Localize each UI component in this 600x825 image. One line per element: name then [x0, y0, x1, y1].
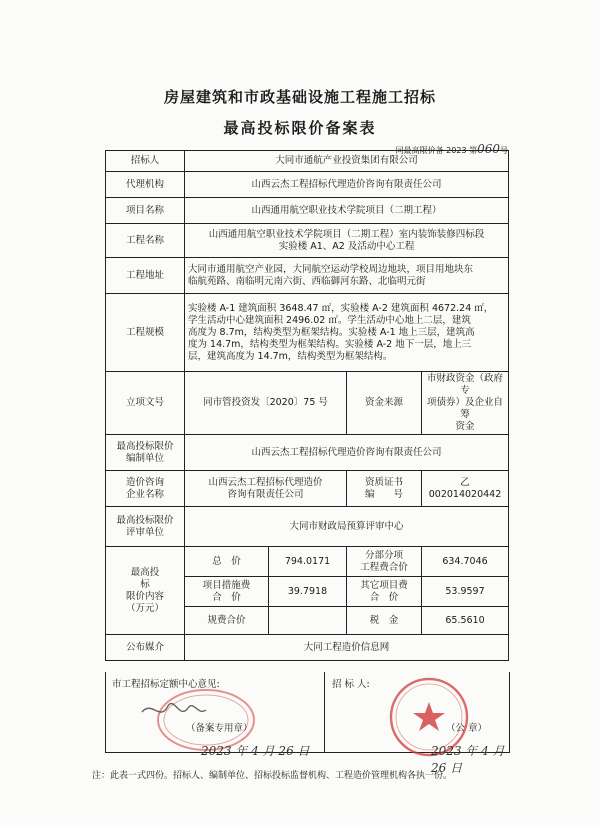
engineering-value-line2: 实验楼 A1、A2 及活动中心工程: [278, 240, 415, 252]
review-value: 大同市财政局预算评审中心: [185, 507, 509, 547]
tenderer-date: 2023 年 4 月 26 日: [431, 744, 505, 775]
table-row: [106, 151, 509, 172]
content-label: [106, 547, 185, 635]
fee-label: 规费合价: [185, 607, 269, 635]
media-label: 公布媒介: [106, 635, 185, 661]
table-row: [106, 224, 509, 258]
tenderer-value: 大同市通航产业投资集团有限公司: [185, 151, 509, 172]
tenderer-stamp-note: （公 章）: [446, 723, 488, 734]
record-suffix: 号: [500, 146, 508, 155]
approval-value: 同市管投资发〔2020〕75 号: [185, 372, 347, 435]
sub-label-line2: 工程费合价: [360, 561, 408, 573]
total-value: 794.0171: [269, 547, 347, 577]
table-row: [106, 372, 509, 435]
address-value: [185, 258, 509, 294]
scale-value: [185, 294, 509, 372]
other-label-line2: 合 价: [369, 591, 399, 603]
fund-value: [422, 372, 509, 435]
engineering-value: [185, 224, 509, 258]
compiler-label-line2: 编制单位: [125, 452, 164, 464]
approval-label: 立项文号: [106, 372, 185, 435]
sub-value: 634.7046: [422, 547, 509, 577]
fund-label: 资金来源: [347, 372, 422, 435]
consult-label-line1: 造价咨询: [125, 476, 164, 488]
scale-line: 学生活动中心建筑面积 2496.02 ㎡。学生活动中心地上二层，建筑: [188, 314, 471, 326]
other-value: 53.9597: [422, 577, 509, 607]
tenderer-signature-label: 招 标 人:: [332, 679, 370, 690]
tenderer-label: 招标人: [106, 151, 185, 172]
signature-block: [105, 672, 510, 775]
tax-label: 税 金: [347, 607, 422, 635]
scale-line: 度为 14.7m，结构类型为框架结构。实验楼 A-2 地下一层，地上三: [188, 338, 472, 350]
fee-value: [269, 607, 347, 635]
table-row: [106, 198, 509, 224]
review-label-line2: 评审单位: [125, 526, 164, 538]
measures-label: [185, 577, 269, 607]
media-value: 大同工程造价信息网: [185, 635, 509, 661]
table-row: [106, 507, 509, 547]
consult-value-line2: 咨询有限责任公司: [227, 488, 304, 500]
center-date: 2023 年 4 月 26 日: [201, 744, 310, 758]
review-label: [106, 507, 185, 547]
total-label: 总 价: [185, 547, 269, 577]
tax-value: 65.5610: [422, 607, 509, 635]
cert-value: 乙 002014020442: [422, 471, 509, 507]
measures-label-line1: 项目措施费: [202, 579, 251, 591]
table-row: [106, 635, 509, 661]
compiler-value: 山西云杰工程招标代理造价咨询有限责任公司: [185, 435, 509, 471]
center-opinion-label: 市工程招标定额中心意见:: [112, 679, 220, 690]
table-row: [106, 471, 509, 507]
document-title-line1: 房屋建筑和市政基础设施工程施工招标: [163, 88, 436, 106]
sub-label: [347, 547, 422, 577]
table-row: [106, 172, 509, 198]
fund-value-line3: 资金: [455, 421, 475, 432]
address-value-line1: 大同市通用航空产业园，大同航空运动学校周边地块，项目用地块东: [188, 263, 474, 275]
fund-value-line2: 项债券）及企业自筹: [427, 397, 504, 420]
project-value: 山西通用航空职业技术学院项目（二期工程）: [185, 198, 509, 224]
table-row: [106, 547, 509, 577]
document-title-line2: 最高投标限价备案表: [223, 119, 377, 137]
consult-value: [185, 471, 347, 507]
table-row: [106, 294, 509, 372]
other-label: [347, 577, 422, 607]
scale-line: 高度为 8.7m，结构类型为框架结构。实验楼 A-1 地上三层，建筑高: [188, 326, 475, 338]
scale-line: 实验楼 A-1 建筑面积 3648.47 ㎡，实验楼 A-2 建筑面积 4672.24 ㎡，: [188, 302, 494, 314]
cert-label-line2: 编 号: [364, 488, 403, 500]
filing-table: [105, 150, 509, 661]
engineering-value-line1: 山西通用航空职业技术学院项目（二期工程）室内装饰装修四标段: [208, 228, 485, 240]
scale-label: 工程规模: [106, 294, 185, 372]
fund-value-line1: 市财政资金（政府专: [427, 373, 504, 396]
footnote: 注：此表一式四份。招标人、编制单位、招标投标监督机构、工程造价管理机构各执一份。: [92, 771, 453, 781]
content-label-line1: 最高投: [130, 566, 160, 578]
compiler-label: [106, 435, 185, 471]
measures-value: 39.7918: [269, 577, 347, 607]
address-value-line2: 临航苑路、南临明元南六街、西临御河东路、北临明元街: [188, 275, 426, 287]
agent-label: 代理机构: [106, 172, 185, 198]
project-label: 项目名称: [106, 198, 185, 224]
consult-label: [106, 471, 185, 507]
center-stamp-note: （备案专用章）: [186, 723, 253, 734]
signature-divider: [324, 672, 325, 752]
record-prefix: 同最高限价备 2023 第: [395, 146, 478, 155]
review-label-line1: 最高投标限价: [116, 514, 174, 526]
table-row: [106, 258, 509, 294]
measures-label-line2: 合 价: [212, 591, 241, 603]
content-label-line2: 标: [140, 578, 150, 590]
cert-label-line1: 资质证书: [364, 476, 403, 488]
record-handwritten-number: 060: [477, 142, 500, 156]
other-label-line1: 其它项目费: [360, 579, 408, 591]
agent-value: 山西云杰工程招标代理造价咨询有限责任公司: [185, 172, 509, 198]
scale-line: 层，建筑高度为 14.7m，结构类型为框架结构。: [188, 350, 393, 362]
cert-label: [347, 471, 422, 507]
table-row: [106, 435, 509, 471]
content-label-line4: （万元）: [125, 602, 164, 614]
consult-value-line1: 山西云杰工程招标代理造价: [208, 476, 323, 488]
consult-label-line2: 企业名称: [125, 488, 164, 500]
content-label-line3: 限价内容: [125, 590, 164, 602]
sub-label-line1: 分部分项: [364, 549, 403, 561]
compiler-label-line1: 最高投标限价: [116, 440, 174, 452]
address-label: 工程地址: [106, 258, 185, 294]
engineering-label: 工程名称: [106, 224, 185, 258]
